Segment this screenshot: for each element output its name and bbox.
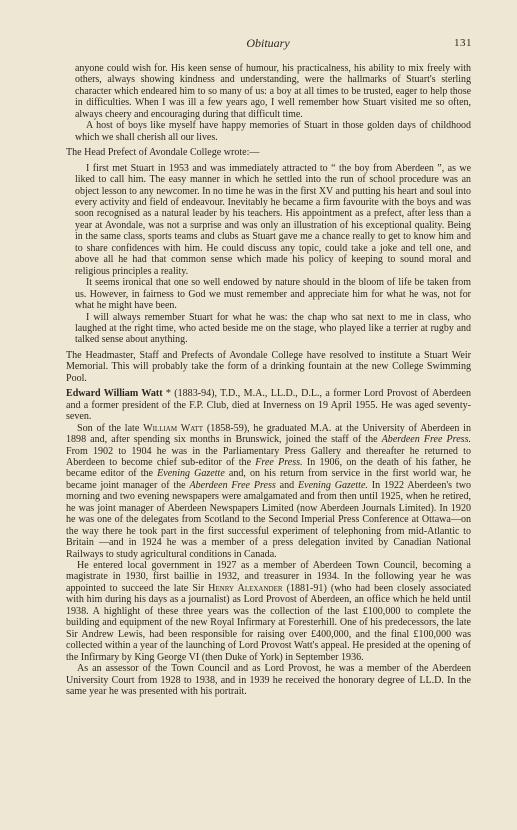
body-paragraph: The Headmaster, Staff and Prefects of Avondale College have resolved to institute a Stuart Weir Memorial. This will probably take the form of a drinking fountain at the new College Swimming Pool. [66, 349, 471, 384]
italic-text: Free Press. [255, 456, 303, 468]
text-run: Son of the late [77, 422, 144, 434]
italic-text: Aberdeen Free Press. [381, 434, 471, 446]
running-title: Obituary [246, 36, 290, 50]
quote-paragraph: I first met Stuart in 1953 and was immediately attracted to “ the boy from Aberdeen ”, as we liked to call him. The easy manner in which he settled into the run of school procedure was an object lesson to any newcomer. In no time he was in the first XV and putting his heart and soul into every activity and field of endeavour. Inevitably he became a firm favourite with the boys and was soon recognised as a natural leader by his teachers. His appointment as a prefect, after less than a year at Avondale, was not a surprise and was only an illustration of his exceptional quality. Being in the same class, sports teams and clubs as Stuart gave me a chance really to get to know him and to share confidences with him. He could discuss any topic, could take a joke and tell one, and above all he had that common sense which made his policy of keeping to sound moral and religious principles a reality. [75, 162, 471, 277]
quote-paragraph: A host of boys like myself have happy memories of Stuart in those golden days of childhood which we shall cherish all our lives. [75, 120, 471, 143]
small-caps-name: William Watt [143, 422, 204, 434]
body-paragraph [66, 560, 471, 663]
italic-text: Evening Gazette. [297, 479, 368, 491]
body-paragraph: The Head Prefect of Avondale College wrote:— [66, 147, 260, 159]
body-paragraph [66, 423, 471, 560]
text-run: In 1922 Aberdeen's two morning and two evening newspapers were amalgamated and from then until 1925, when he retired, he was joint manager of Aberdeen Newspapers Limited (now Aberdeen Journals Limited). In 1920 he was one of the delegates from Scotland to the Second Imperial Press Conference at Ottawa—on the way there he took part in the first successful experiment of telephoning from mid-Atlantic to Britain —and in 1924 he was a member of a press delegation invited by Canadian National Railways to study agricultural conditions in Canada. [66, 479, 471, 560]
obituary-entry [66, 388, 471, 422]
text-run: He entered local government in 1927 as a member of Aberdeen Town Council, becoming a magistrate in 1930, first baillie in 1932, and treasurer in 1934. In the following year he was appointed to succeed the late Sir [66, 560, 471, 594]
text-run: As an assessor of the Town Council and as Lord Provost, he was a member of the Aberdeen University Court from 1928 to 1938, and in 1939 he received the honorary degree of LL.D. In the same year he was presented with his portrait. [66, 663, 471, 698]
italic-text: Aberdeen Free Press [189, 479, 276, 491]
text-run: (1858-59), he graduated M.A. at the University of Aberdeen in 1898 and, after spending six months in Brunswick, joined the staff of the [66, 422, 471, 446]
text-run: In 1906, on the death of his father, he became editor of the [66, 456, 471, 480]
running-head [66, 36, 470, 50]
body-text [66, 63, 471, 697]
page-number: 131 [454, 37, 472, 49]
body-paragraph [66, 663, 471, 697]
quote-paragraph: I will always remember Stuart for what he was: the chap who sat next to me in class, who laughed at the right time, who acted beside me on the stage, who played like a terrier at rugby and talked sense about anything. [75, 311, 471, 346]
italic-text: Evening Gazette [157, 468, 225, 480]
text-run: and, on his return from service in the first world war, he became joint manager of the [66, 468, 471, 491]
text-run: From 1902 to 1904 he was in the Parliamentary Press Gallery and thereafter he returned to Aberdeen to become chief sub-editor of the [66, 445, 471, 468]
small-caps-name: Henry Alexander [208, 582, 283, 594]
entry-name: Edward William Watt [66, 388, 163, 400]
quote-paragraph: anyone could wish for. His keen sense of humour, his practicalness, his ability to mix freely with others, always showing kindness and understanding, were the hallmarks of Stuart's sterling character which endeared him to so many of us: a boy at all times to be trusted, eager to help those in difficulties. When I was ill a few years ago, I well remember how Stuart visited me so often, always cheery and encouraging during that difficult time. [75, 63, 471, 120]
text-run: and [275, 479, 298, 491]
entry-text: * (1883-94), T.D., M.A., LL.D., D.L., a former Lord Provost of Aberdeen and a former president of the F.P. Club, died at Inverness on 19 April 1955. He was aged seventy-seven. [66, 388, 472, 423]
text-run: (1881-91) (who had been closely associated with him during his days as a journalist) as Lord Provost of Aberdeen, an office which he held until 1938. A highlight of these three years was the collection of the last £100,000 to complete the building and equipment of the new Royal Infirmary at Foresterhill. One of his predecessors, the late Sir Andrew Lewis, had been responsible for raising over £400,000, and the final £100,000 was collected within a year of the launching of Lord Provost Watt's appeal. He presided at the opening of the Infirmary by King George VI (then Duke of York) in September 1936. [66, 582, 471, 663]
quote-paragraph: It seems ironical that one so well endowed by nature should in the bloom of life be taken from us. However, in fairness to God we must remember and appreciate him for what he was, not for what he might have been. [75, 277, 471, 312]
